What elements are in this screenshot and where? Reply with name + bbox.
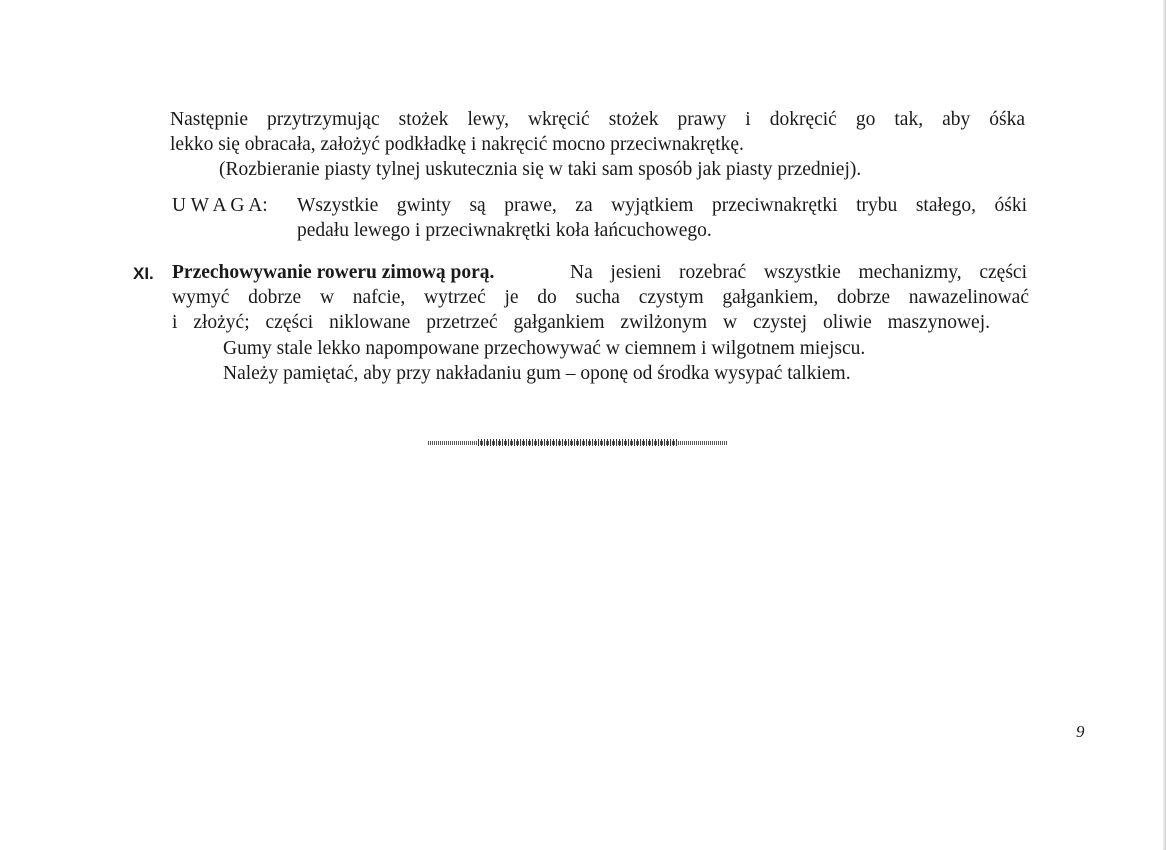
page-number: 9 xyxy=(1076,722,1085,741)
paragraph-1-line-1: Następnie przytrzymując stożek lewy, wkręcić stożek prawy i dokręcić go tak, aby óśka xyxy=(170,109,1025,130)
section-line-5: Należy pamiętać, aby przy nakładaniu gum – oponę od środka wysypać talkiem. xyxy=(223,363,851,384)
section-number: XI. xyxy=(133,264,154,283)
section-line-3: i złożyć; części niklowane przetrzeć gałgankiem zwilżonym w czystej oliwie maszynowej. xyxy=(172,312,990,333)
decorative-rule xyxy=(428,441,728,445)
note-label: U W A G A: xyxy=(172,195,268,216)
section-line-1: Na jesieni rozebrać wszystkie mechanizmy, części xyxy=(570,262,1027,283)
section-line-4: Gumy stale lekko napompowane przechowywać w ciemnem i wilgotnem miejscu. xyxy=(223,338,866,359)
section-line-2: wymyć dobrze w nafcie, wytrzeć je do sucha czystym gałgankiem, dobrze nawazelinować xyxy=(172,287,1029,308)
paragraph-2-line-1: (Rozbieranie piasty tylnej uskutecznia się w taki sam sposób jak piasty przedniej). xyxy=(219,159,862,180)
paragraph-1-line-2: lekko się obracała, założyć podkładkę i nakręcić mocno przeciwnakrętkę. xyxy=(170,134,744,155)
section-title: Przechowywanie roweru zimową porą. xyxy=(172,262,495,283)
note-line-1: Wszystkie gwinty są prawe, za wyjątkiem przeciwnakrętki trybu stałego, óśki xyxy=(297,195,1027,216)
note-line-2: pedału lewego i przeciwnakrętki koła łańcuchowego. xyxy=(297,220,712,241)
